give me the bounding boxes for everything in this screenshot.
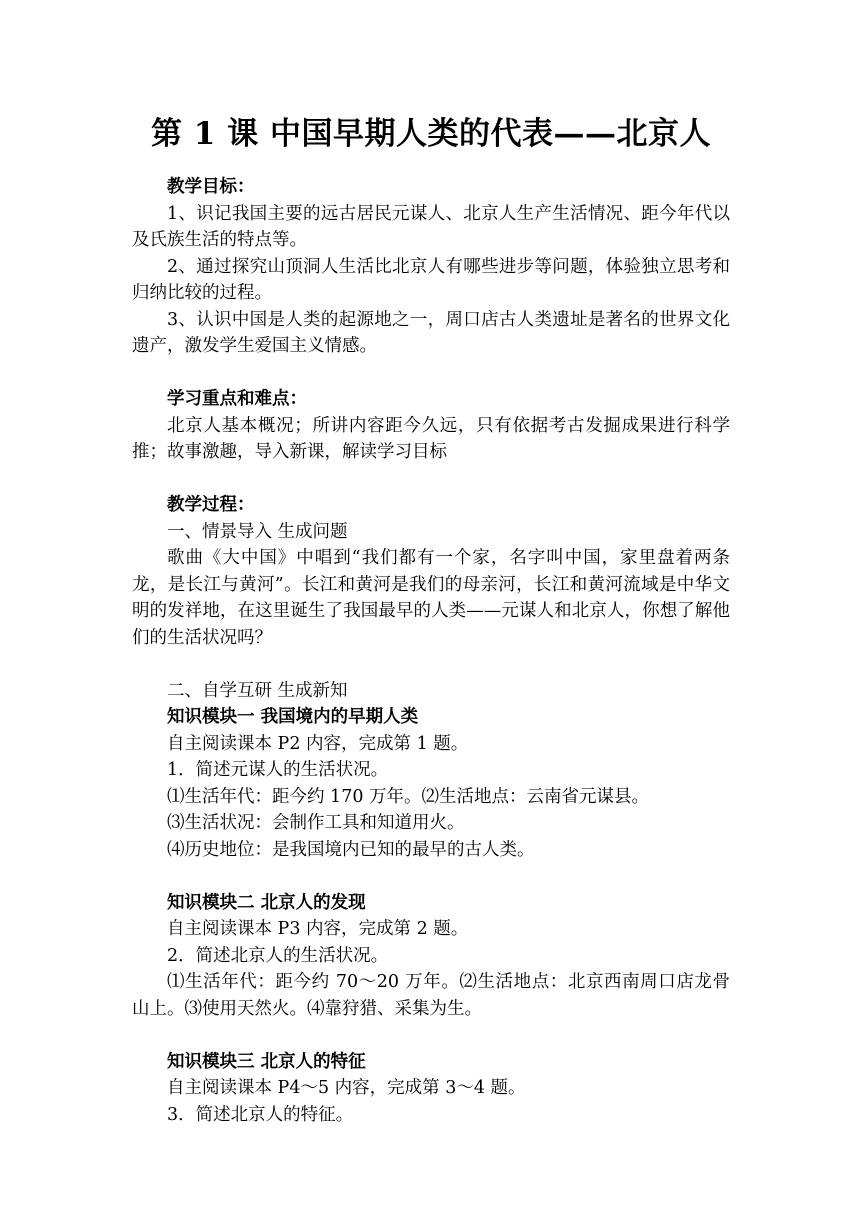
module2-line: ⑴生活年代：距今约 70～20 万年。⑵生活地点：北京西南周口店龙骨山上。⑶使用天然火。⑷靠狩猎、采集为生。 [132,972,730,1019]
process-heading: 教学过程： [167,495,255,515]
spacer [132,466,730,493]
module2-line: 自主阅读课本 P3 内容，完成第 2 题。 [167,919,469,939]
spacer [132,651,730,678]
goal-item-2: 2、通过探究山顶洞人生活比北京人有哪些进步等问题，体验独立思考和归纳比较的过程。 [132,256,730,303]
module1-line: ⑷历史地位：是我国境内已知的最早的古人类。 [167,839,535,860]
module1-title: 知识模块一 我国境内的早期人类 [167,707,419,727]
goal-item-3: 3、认识中国是人类的起源地之一，周口店古人类遗址是著名的世界文化遗产，激发学生爱国主义情感。 [132,309,730,356]
module1-line: 1．简述元谋人的生活状况。 [167,760,389,780]
goal-item-1: 1、识记我国主要的远古居民元谋人、北京人生产生活情况、距今年代以及氏族生活的特点等。 [132,203,730,250]
part2-title: 二、自学互研 生成新知 [167,680,348,701]
document-body [132,174,730,1128]
focus-text: 北京人基本概况；所讲内容距今久远，只有依据考古发掘成果进行科学推；故事激趣，导入新课，解读学习目标 [132,415,730,462]
module1-line: ⑶生活状况：会制作工具和知道用火。 [167,813,465,833]
module2-title: 知识模块二 北京人的发现 [167,892,366,913]
module3-line: 3．简述北京人的特征。 [167,1104,354,1125]
part1-text: 歌曲《大中国》中唱到“我们都有一个家，名字叫中国，家里盘着两条龙，是长江与黄河”。长江和黄河是我们的母亲河，长江和黄河流域是中华文明的发祥地，在这里诞生了我国最早的人类——元谋人和北京人，你想了解他们的生活状况吗？ [132,548,730,648]
part1-title: 一、情景导入 生成问题 [167,521,348,542]
module3-title: 知识模块三 北京人的特征 [167,1051,366,1072]
spacer [132,863,730,890]
module1-line: 自主阅读课本 P2 内容，完成第 1 题。 [167,733,469,754]
spacer [132,1022,730,1049]
page-title: 第 1 课 中国早期人类的代表——北京人 [151,116,711,152]
module1-line: ⑴生活年代：距今约 170 万年。⑵生活地点：云南省元谋县。 [167,786,650,807]
module3-line: 自主阅读课本 P4～5 内容，完成第 3～4 题。 [167,1078,526,1098]
goals-heading: 教学目标： [167,177,255,197]
spacer [132,360,730,387]
focus-heading: 学习重点和难点： [167,389,307,409]
module2-line: 2．简述北京人的生活状况。 [167,945,389,966]
